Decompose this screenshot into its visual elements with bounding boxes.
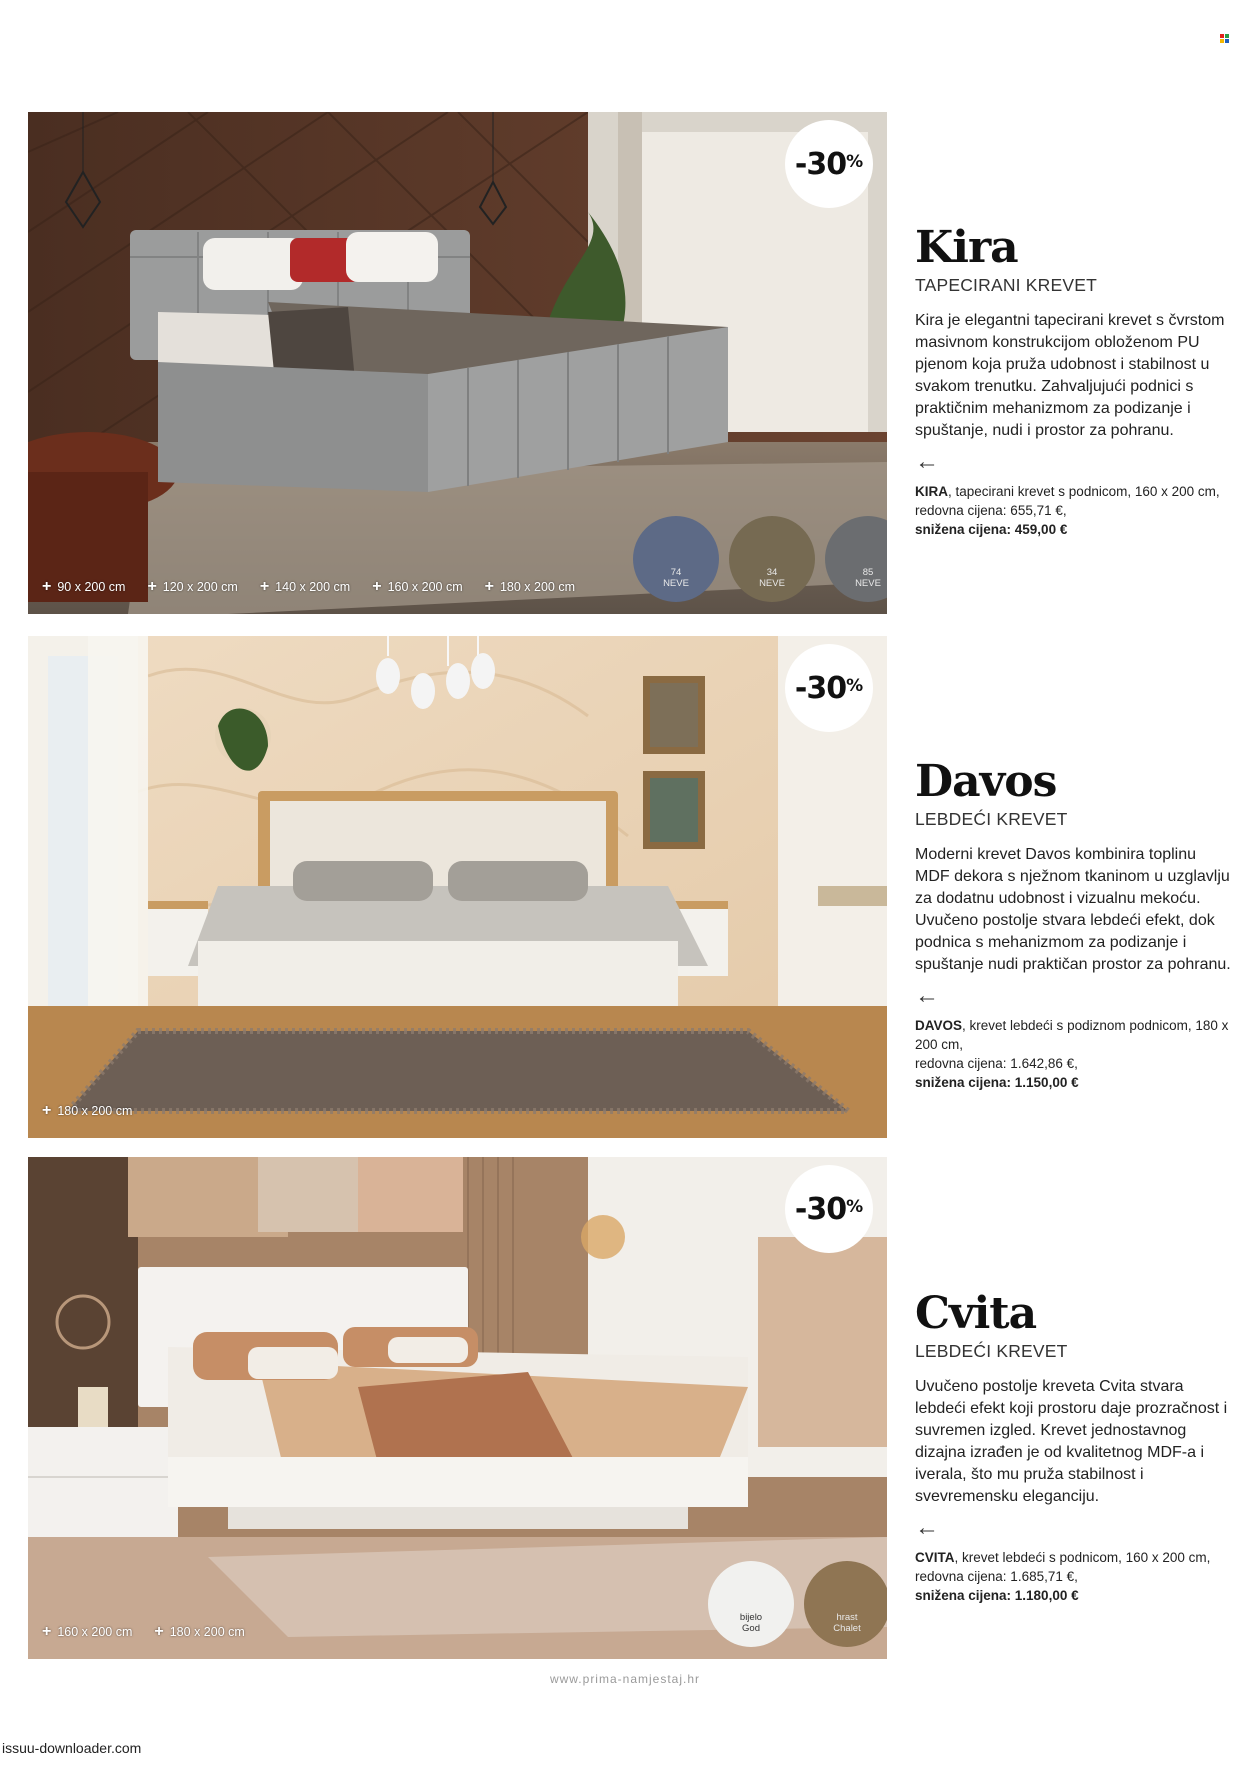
product-description: Moderni krevet Davos kombinira toplinu MDF dekora s nježnom tkaninom u uzglavlju za dodatnu udobnost i vizualnu mekoću. Uvučeno postolje stvara lebdeći efekt, dok podnica s mehanizmom za podizanje i spuštanje nudi praktičan prostor za pohranu. (915, 846, 1231, 973)
discount-value: -30 (794, 146, 847, 182)
size-option: + 180 x 200 cm (42, 1102, 133, 1119)
size-option: + 90 x 200 cm (42, 578, 126, 595)
price-description: , krevet lebdeći s podnicom, 160 x 200 cm, (954, 1550, 1211, 1565)
discount-percent-sign: % (846, 152, 864, 172)
fabric-swatch: 74 NEVE (633, 516, 719, 602)
size-option: + 160 x 200 cm (42, 1623, 133, 1640)
finish-swatches (708, 1561, 887, 1647)
product-name: Kira (915, 222, 1018, 273)
discount-percent-sign: % (846, 676, 864, 696)
size-option: + 140 x 200 cm (259, 578, 351, 595)
product-subtitle: LEBDEĆI KREVET (915, 809, 1068, 829)
sale-price: snižena cijena: 1.150,00 € (915, 1075, 1079, 1090)
price-description: , tapecirani krevet s podnicom, 160 x 200 cm, (948, 484, 1220, 499)
product-name: Cvita (915, 1288, 1037, 1339)
brand-logo-mark (1220, 34, 1229, 43)
cvita-info (915, 1288, 1235, 1605)
fabric-swatches (633, 516, 887, 602)
size-option: + 120 x 200 cm (147, 578, 238, 595)
price-block (915, 1548, 1235, 1605)
product-name: Davos (915, 756, 1057, 807)
regular-price: redovna cijena: 655,71 €, (915, 503, 1067, 518)
price-block (915, 482, 1235, 539)
cvita-product-photo (28, 1157, 887, 1659)
price-product-name: KIRA (915, 484, 948, 499)
size-option: + 160 x 200 cm (372, 578, 463, 595)
size-options (42, 578, 575, 596)
product-subtitle: TAPECIRANI KREVET (915, 275, 1097, 295)
discount-percent-sign: % (846, 1197, 864, 1217)
discount-value: -30 (794, 1191, 847, 1227)
fabric-swatch: 85 NEVE (825, 516, 887, 602)
finish-swatch: bijelo God (708, 1561, 794, 1647)
davos-info (915, 756, 1235, 1092)
arrow-left-icon: ← (915, 448, 939, 475)
discount-badge (785, 1165, 873, 1253)
product-description: Uvučeno postolje kreveta Cvita stvara lebdeći efekt koji prostoru daje prozračnost i suvremen izgled. Krevet jednostavnog dizajna izrađen je od kvalitetnog MDF-a i iverala, što mu pruža stabilnost i svevremensku eleganciju. (915, 1378, 1228, 1505)
kira-info (915, 222, 1235, 539)
price-product-name: DAVOS (915, 1018, 963, 1033)
sale-price: snižena cijena: 1.180,00 € (915, 1588, 1079, 1603)
size-options (42, 1623, 245, 1641)
finish-swatch: hrast Chalet (804, 1561, 887, 1647)
website-url[interactable]: www.prima-namjestaj.hr (549, 1672, 701, 1686)
kira-product-photo (28, 112, 887, 614)
price-description: , krevet lebdeći s podiznom podnicom, 180 x 200 cm, (915, 1018, 1229, 1052)
davos-product-photo (28, 636, 887, 1138)
arrow-left-icon: ← (915, 982, 939, 1009)
size-options (42, 1102, 132, 1120)
price-block (915, 1016, 1235, 1092)
product-description: Kira je elegantni tapecirani krevet s čvrstom masivnom konstrukcijom obloženom PU pjenom koja pruža udobnost i stabilnost u svakom trenutku. Zahvaljujući podnici s praktičnim mehanizmom za podizanje i spuštanje, nudi i prostor za pohranu. (915, 312, 1225, 439)
discount-badge (785, 644, 873, 732)
discount-value: -30 (794, 670, 847, 706)
price-product-name: CVITA (915, 1550, 955, 1565)
size-option: + 180 x 200 cm (484, 578, 575, 595)
discount-badge (785, 120, 873, 208)
product-subtitle: LEBDEĆI KREVET (915, 1341, 1068, 1361)
regular-price: redovna cijena: 1.685,71 €, (915, 1569, 1078, 1584)
regular-price: redovna cijena: 1.642,86 €, (915, 1056, 1078, 1071)
fabric-swatch: 34 NEVE (729, 516, 815, 602)
watermark-text: issuu-downloader.com (2, 1740, 142, 1756)
arrow-left-icon: ← (915, 1514, 939, 1541)
sale-price: snižena cijena: 459,00 € (915, 522, 1068, 537)
size-option: + 180 x 200 cm (154, 1623, 245, 1640)
